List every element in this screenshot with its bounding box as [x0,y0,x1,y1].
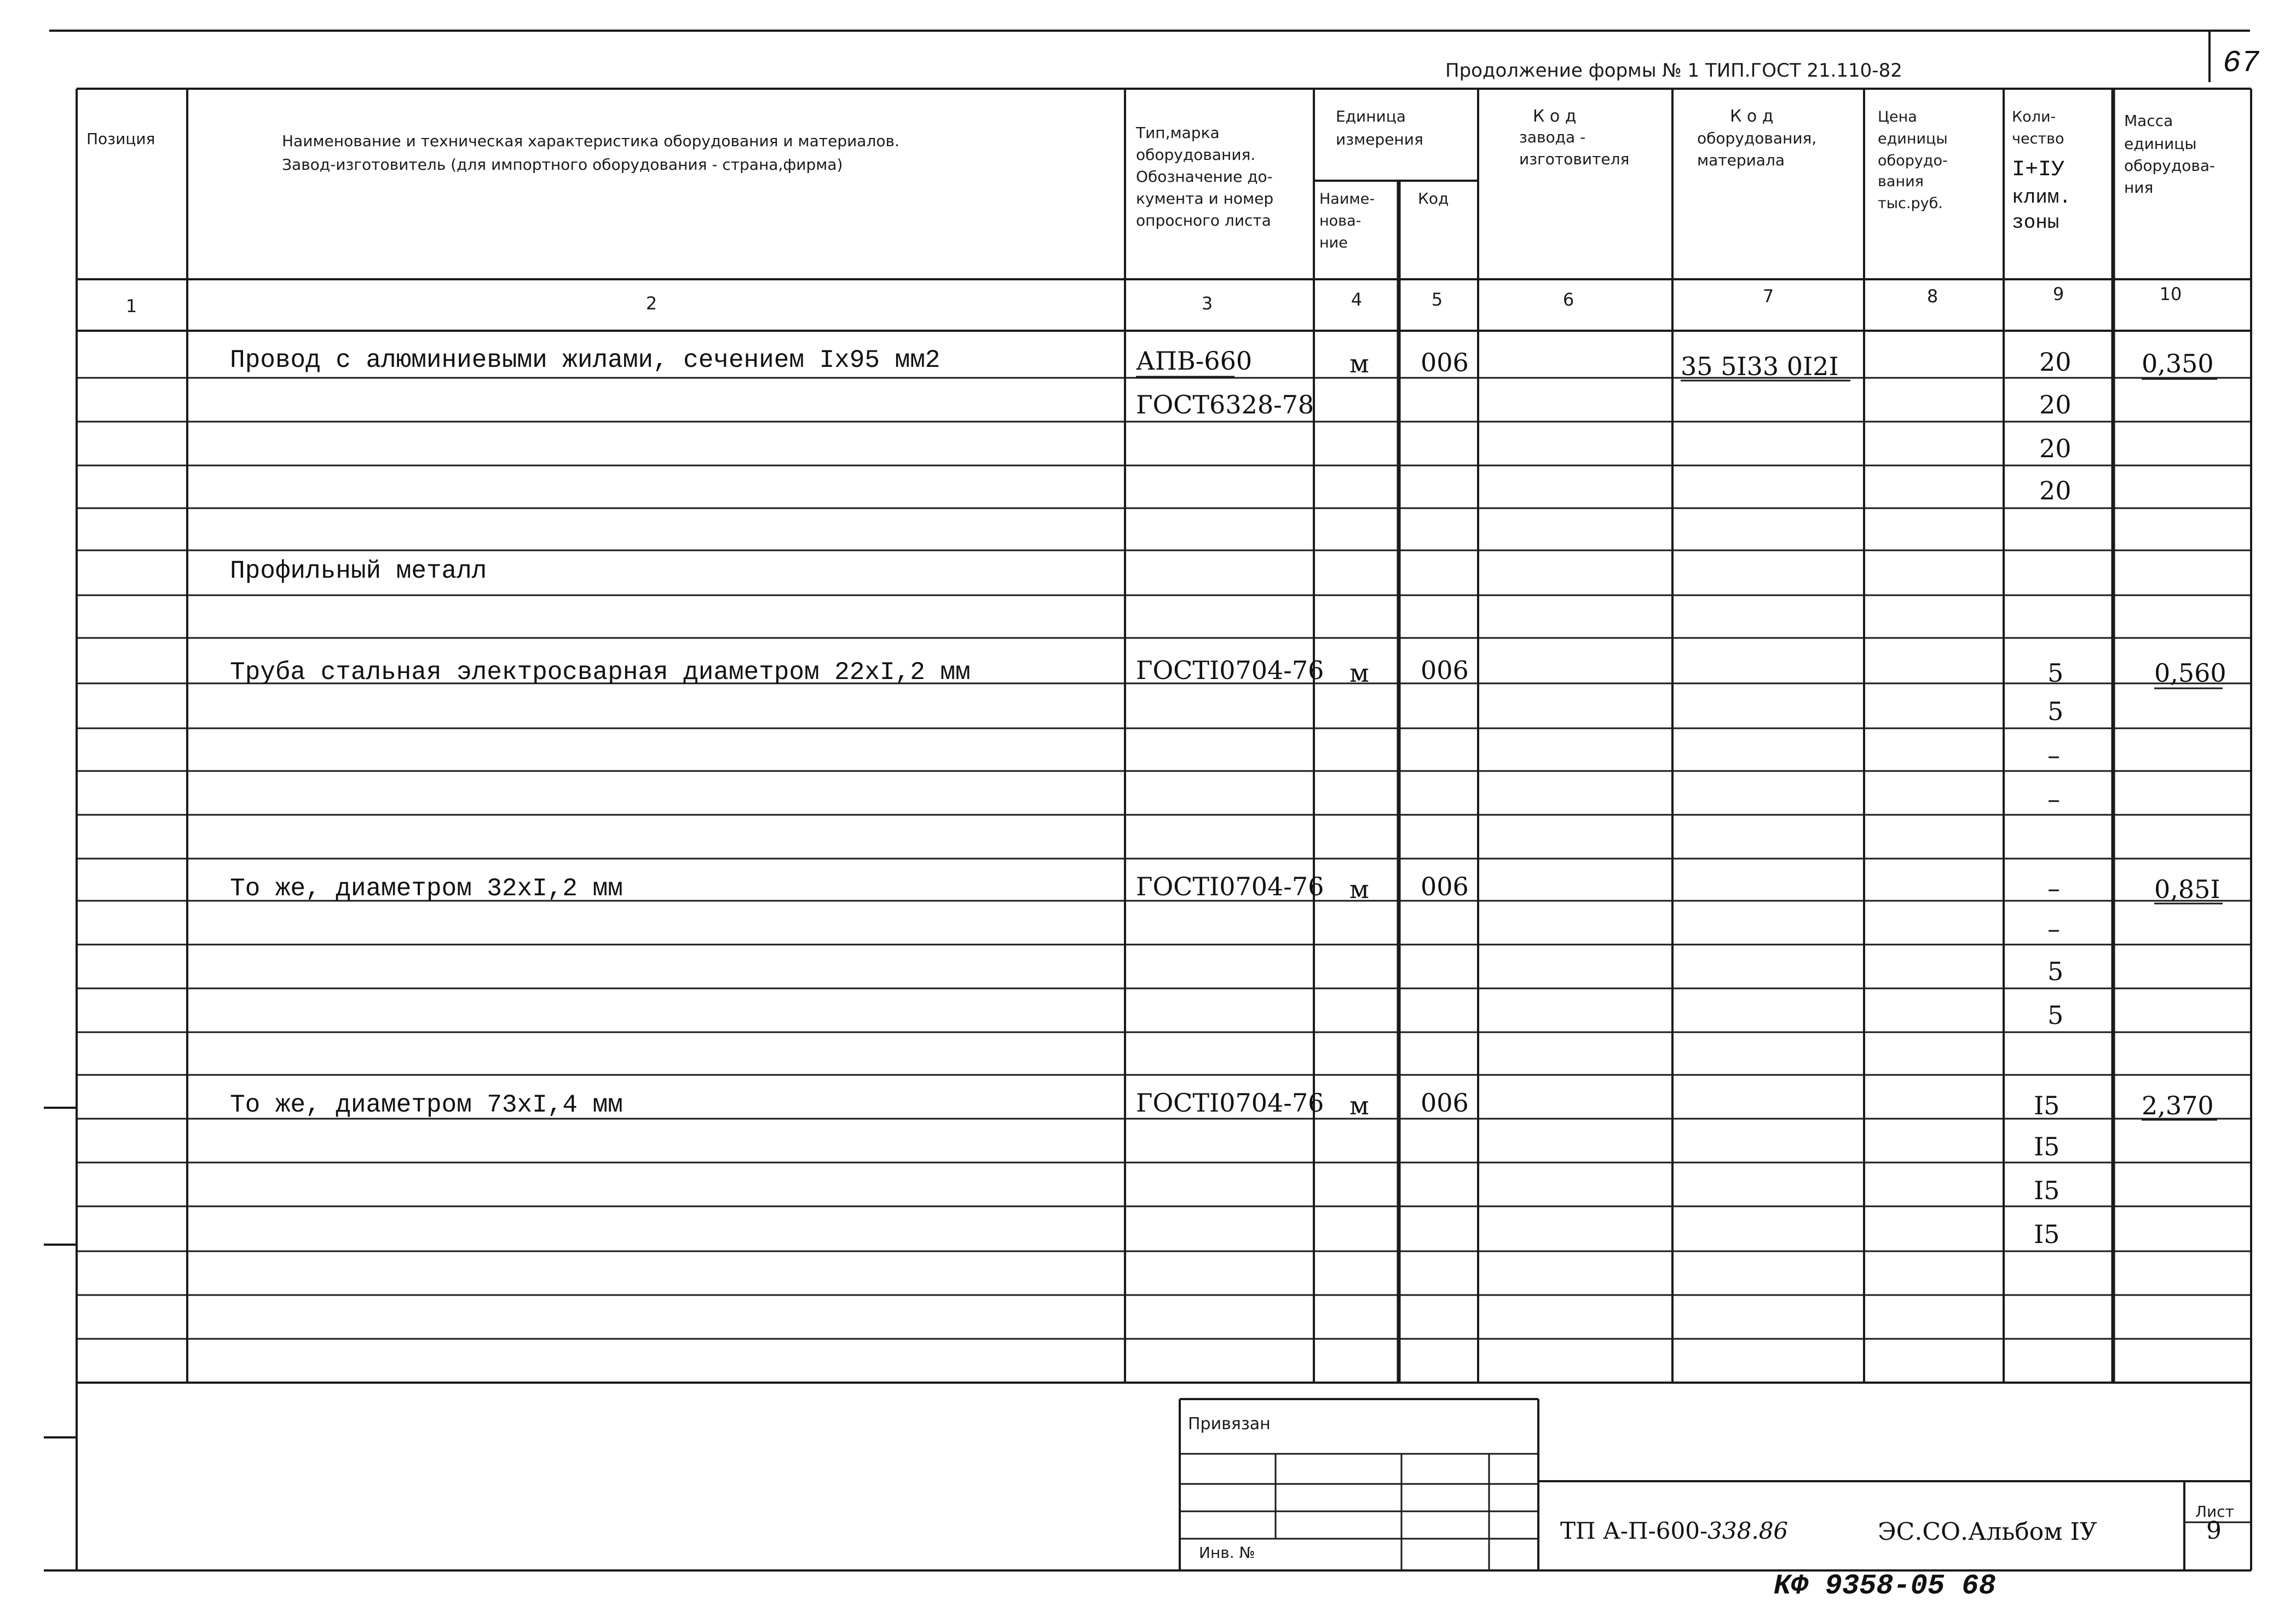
item-code: 006 [1421,872,1469,901]
header-type-2: оборудования. [1136,146,1256,164]
column-number: 10 [2159,284,2182,304]
item-mass: 0,350 [2142,349,2214,378]
header-plant-code-1: К о д [1533,107,1577,126]
sheet-label: Лист [2195,1503,2234,1521]
inventory-label: Инв. № [1199,1544,1255,1562]
table-header [86,107,2215,251]
item-qty: – [2047,740,2060,770]
header-name-line2: Завод-изготовитель (для импортного оборудования - страна,фирма) [282,156,843,174]
header-mass-2: единицы [2124,135,2197,153]
item-type: ГОСТI0704-76 [1136,1088,1324,1118]
header-price-4: вания [1878,173,1924,190]
header-unit-name-1: Наиме- [1319,191,1375,208]
item-type: АПВ-660 [1136,346,1253,376]
bound-label: Привязан [1188,1414,1271,1434]
column-number: 7 [1762,286,1774,307]
bottom-stamp: КФ 9358-05 68 [1774,1570,1996,1602]
header-price-2: единицы [1878,130,1948,147]
column-number-row [126,284,2182,317]
header-type-5: опросного листа [1136,211,1271,229]
sheet-number: 9 [2206,1517,2222,1545]
item-mass: 0,85I [2154,874,2220,904]
item-qty: 5 [2047,658,2064,688]
column-number: 3 [1201,293,1213,314]
item-unit: м [1349,1091,1369,1120]
item-qty: I5 [2034,1219,2060,1249]
title-block [1188,1414,2234,1562]
item-qty: – [2047,914,2060,943]
header-price-5: тыс.руб. [1878,195,1943,212]
header-qty-1: Коли- [2012,108,2056,125]
section-heading: Профильный металл [230,557,487,585]
item-qty: I5 [2034,1176,2060,1205]
header-qty-3: I+IУ [2012,158,2065,182]
column-number: 2 [645,293,657,314]
header-mass-4: ния [2124,179,2154,197]
item-code: 006 [1421,1088,1469,1118]
item-code: 006 [1421,655,1469,685]
item-type: ГОСТI0704-76 [1136,872,1324,901]
item-type-standard: ГОСТ6328-78 [1136,390,1314,419]
header-type-3: Обозначение до- [1136,168,1273,186]
header-price-3: оборудо- [1878,152,1948,169]
header-mass-1: Масса [2124,112,2173,130]
item-type: ГОСТI0704-76 [1136,655,1324,685]
item-qty: I5 [2034,1091,2060,1120]
header-unit-1: Единица [1336,107,1406,125]
item-qty: 20 [2039,390,2072,419]
item-code: 006 [1421,348,1469,377]
header-qty-4: клим. [2012,186,2072,209]
document-code-handwritten: 338.86 [1707,1517,1789,1544]
column-number: 1 [125,296,137,317]
item-mass: 2,370 [2142,1091,2214,1120]
header-price-1: Цена [1878,108,1917,125]
item-unit: м [1349,349,1369,378]
item-name: Провод с алюминиевыми жилами, сечением Iх95 мм2 [230,346,941,375]
header-mass-3: оборудова- [2124,157,2216,175]
item-mass: 0,560 [2154,658,2226,688]
header-qty-2: чество [2012,130,2064,147]
column-number: 9 [2052,284,2064,304]
header-equip-code-2: оборудования, [1697,129,1817,147]
item-unit: м [1349,658,1369,688]
header-unit-code: Код [1418,189,1449,208]
item-qty: I5 [2034,1132,2060,1161]
header-type-4: кумента и номер [1136,189,1274,208]
column-number: 5 [1431,289,1443,310]
column-lines [187,89,2113,1383]
item-qty: – [2047,873,2060,903]
item-qty: 5 [2047,1000,2064,1030]
album-label: ЭС.СО.Альбом IУ [1878,1518,2097,1546]
column-number: 4 [1351,289,1363,310]
item-name: То же, диаметром 73хI,4 мм [230,1091,623,1119]
column-number: 6 [1562,289,1574,310]
header-qty-5: зоны [2012,211,2060,234]
item-qty: 20 [2039,434,2072,463]
item-qty: – [2047,784,2060,814]
item-unit: м [1349,874,1369,904]
form-caption: Продолжение формы № 1 ТИП.ГОСТ 21.110-82 [1445,60,1902,82]
header-type-1: Тип,марка [1136,124,1220,142]
item-qty: 5 [2047,697,2064,726]
item-qty: 20 [2039,347,2072,377]
header-position: Позиция [86,130,155,148]
item-qty: 5 [2047,957,2064,986]
item-name: То же, диаметром 32хI,2 мм [230,874,623,903]
page-number: 67 [2223,45,2260,80]
item-qty: 20 [2039,476,2072,505]
document-code: ТП А-П-600-338.86 [1560,1517,1789,1544]
item-name: Труба стальная электросварная диаметром 22хI,2 мм [230,658,971,687]
row-lines [77,378,2251,1339]
column-number: 8 [1926,286,1939,307]
item-material-code: 35 5I33 0I2I [1681,352,1839,381]
header-unit-2: измерения [1336,130,1423,148]
table-body [230,346,2226,1249]
header-plant-code-2: завода - [1519,128,1586,146]
header-name-line1: Наименование и техническая характеристика оборудования и материалов. [282,132,899,150]
header-plant-code-3: изготовителя [1519,150,1630,168]
header-equip-code-3: материала [1697,151,1785,169]
header-unit-name-2: нова- [1319,212,1362,229]
margin-ticks [44,1108,77,1437]
header-equip-code-1: К о д [1730,107,1774,126]
header-unit-name-3: ние [1319,234,1348,251]
